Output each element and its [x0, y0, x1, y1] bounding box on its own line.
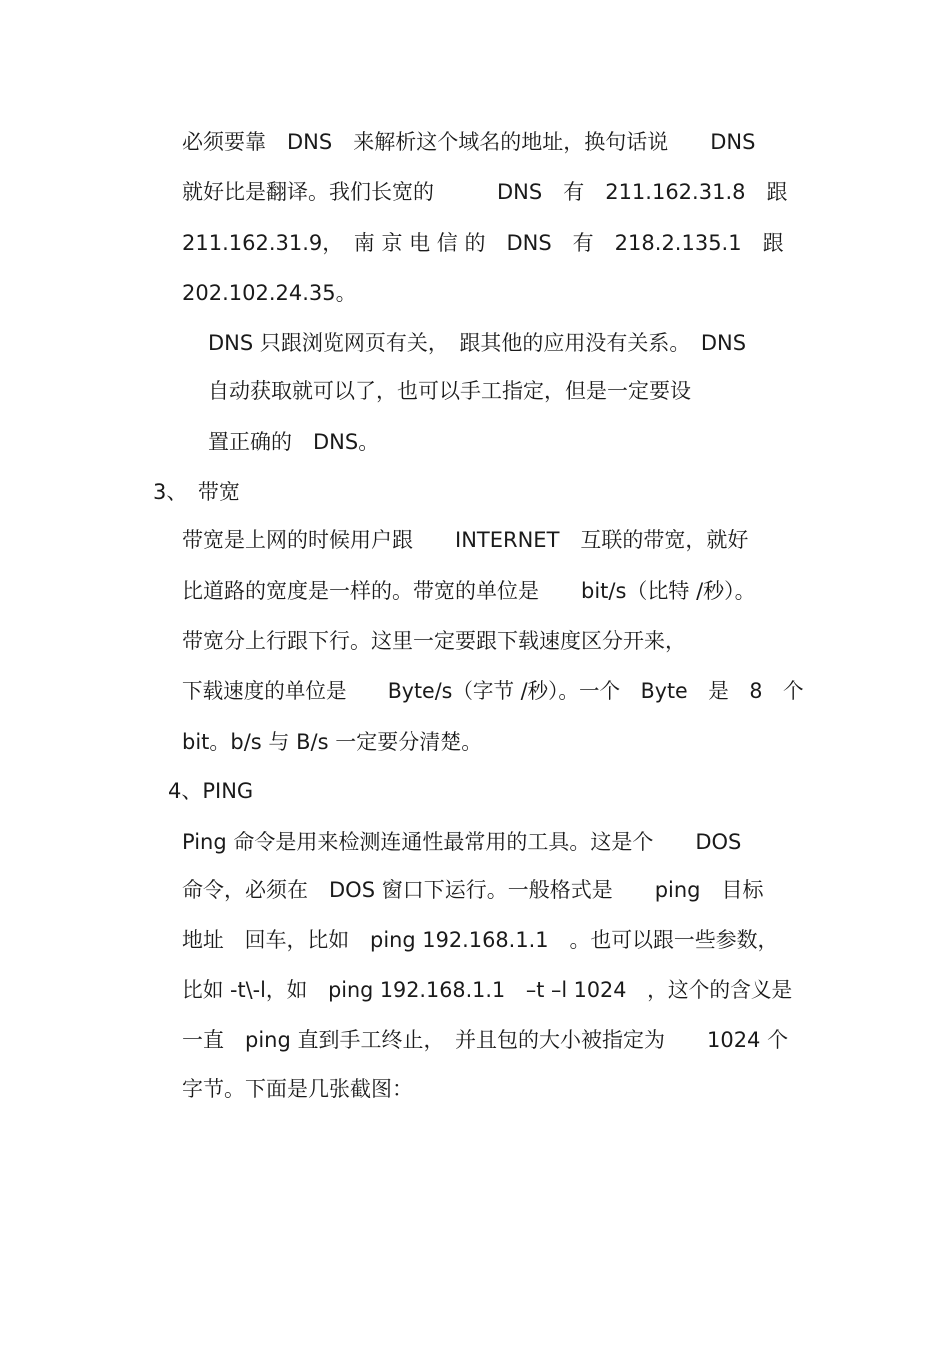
paragraph-ping-line-2: 命令，必须在 DOS 窗口下运行。一般格式是 ping 目标: [182, 878, 764, 902]
paragraph-bandwidth-line-4: 下载速度的单位是 Byte/s（字节 /秒）。一个 Byte 是 8 个: [182, 679, 804, 703]
paragraph-bandwidth-line-5: bit。b/s 与 B/s 一定要分清楚。: [182, 730, 483, 754]
paragraph-dns-line-1: 必须要靠 DNS 来解析这个域名的地址，换句话说 DNS: [182, 130, 756, 154]
paragraph-ping-line-3: 地址 回车，比如 ping 192.168.1.1 。也可以跟一些参数，: [182, 928, 779, 952]
paragraph-ping-line-1: Ping 命令是用来检测连通性最常用的工具。这是个 DOS: [182, 830, 742, 854]
paragraph-dns-note-line-1: DNS 只跟浏览网页有关， 跟其他的应用没有关系。 DNS: [208, 331, 747, 355]
paragraph-bandwidth-line-2: 比道路的宽度是一样的。带宽的单位是 bit/s（比特 /秒）。: [182, 579, 756, 603]
section-heading-bandwidth: 3、 带宽: [153, 480, 240, 504]
paragraph-bandwidth-line-1: 带宽是上网的时候用户跟 INTERNET 互联的带宽，就好: [182, 528, 749, 552]
paragraph-ping-line-5: 一直 ping 直到手工终止， 并且包的大小被指定为 1024 个: [182, 1028, 789, 1052]
paragraph-dns-note-line-3: 置正确的 DNS。: [208, 430, 380, 454]
paragraph-bandwidth-line-3: 带宽分上行跟下行。这里一定要跟下载速度区分开来，: [182, 629, 686, 653]
paragraph-dns-line-4: 202.102.24.35。: [182, 281, 357, 305]
paragraph-dns-note-line-2: 自动获取就可以了，也可以手工指定，但是一定要设: [208, 379, 691, 403]
paragraph-dns-line-3: 211.162.31.9， 南 京 电 信 的 DNS 有 218.2.135.1 跟: [182, 231, 784, 255]
paragraph-ping-line-4: 比如 -t\-l，如 ping 192.168.1.1 –t –l 1024 ，这个的含义是: [182, 978, 793, 1002]
section-heading-ping: 4、PING: [168, 779, 254, 803]
paragraph-dns-line-2: 就好比是翻译。我们长宽的 DNS 有 211.162.31.8 跟: [182, 180, 788, 204]
paragraph-ping-line-6: 字节。下面是几张截图：: [182, 1077, 413, 1101]
